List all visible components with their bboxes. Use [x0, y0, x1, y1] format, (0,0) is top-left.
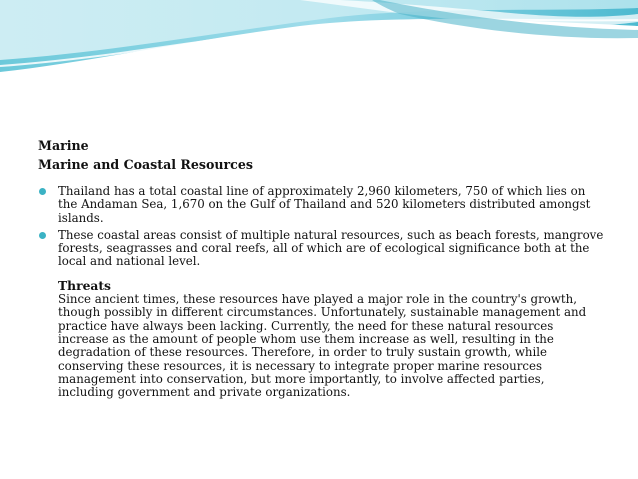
bullet-dot-icon: [39, 188, 46, 195]
slide-heading-marine: Marine: [38, 138, 89, 153]
threats-title: Threats: [58, 277, 111, 293]
bullet-dot-icon: [39, 232, 46, 239]
slide-content: [38, 138, 604, 399]
bullet-item-coastline: [38, 185, 604, 225]
threats-section: [58, 279, 604, 400]
bullet-text-resources: These coastal areas consist of multiple natural resources, such as beach forests, mangrove forests, seagrasses and coral reefs, all of which are of ecological significance both at the local and national level.: [58, 227, 604, 269]
bullet-text-coastline: Thailand has a total coastal line of approximately 2,960 kilometers, 750 of which lies on the Andaman Sea, 1,670 on the Gulf of Thailand and 520 kilometers distributed amongst islands.: [58, 184, 591, 225]
bullet-list: [38, 185, 604, 269]
bullet-item-resources: [38, 229, 604, 269]
slide-heading-marine-coastal: Marine and Coastal Resources: [38, 157, 253, 172]
threats-paragraph: Since ancient times, these resources have played a major role in the country's growth, though possibly in different circumstances. Unfortunately, sustainable management and practice have always been lacking. Currently, the need for these natural resources increase as the amount of people whom use them increase as well, resulting in the degradation of these resources. Therefore, in order to truly sustain growth, while conserving these resources, it is necessary to integrate proper marine resources management into conservation, but more importantly, to involve affected parties, including government and private organizations.: [58, 292, 587, 400]
header-wave-decoration: [0, 0, 638, 95]
